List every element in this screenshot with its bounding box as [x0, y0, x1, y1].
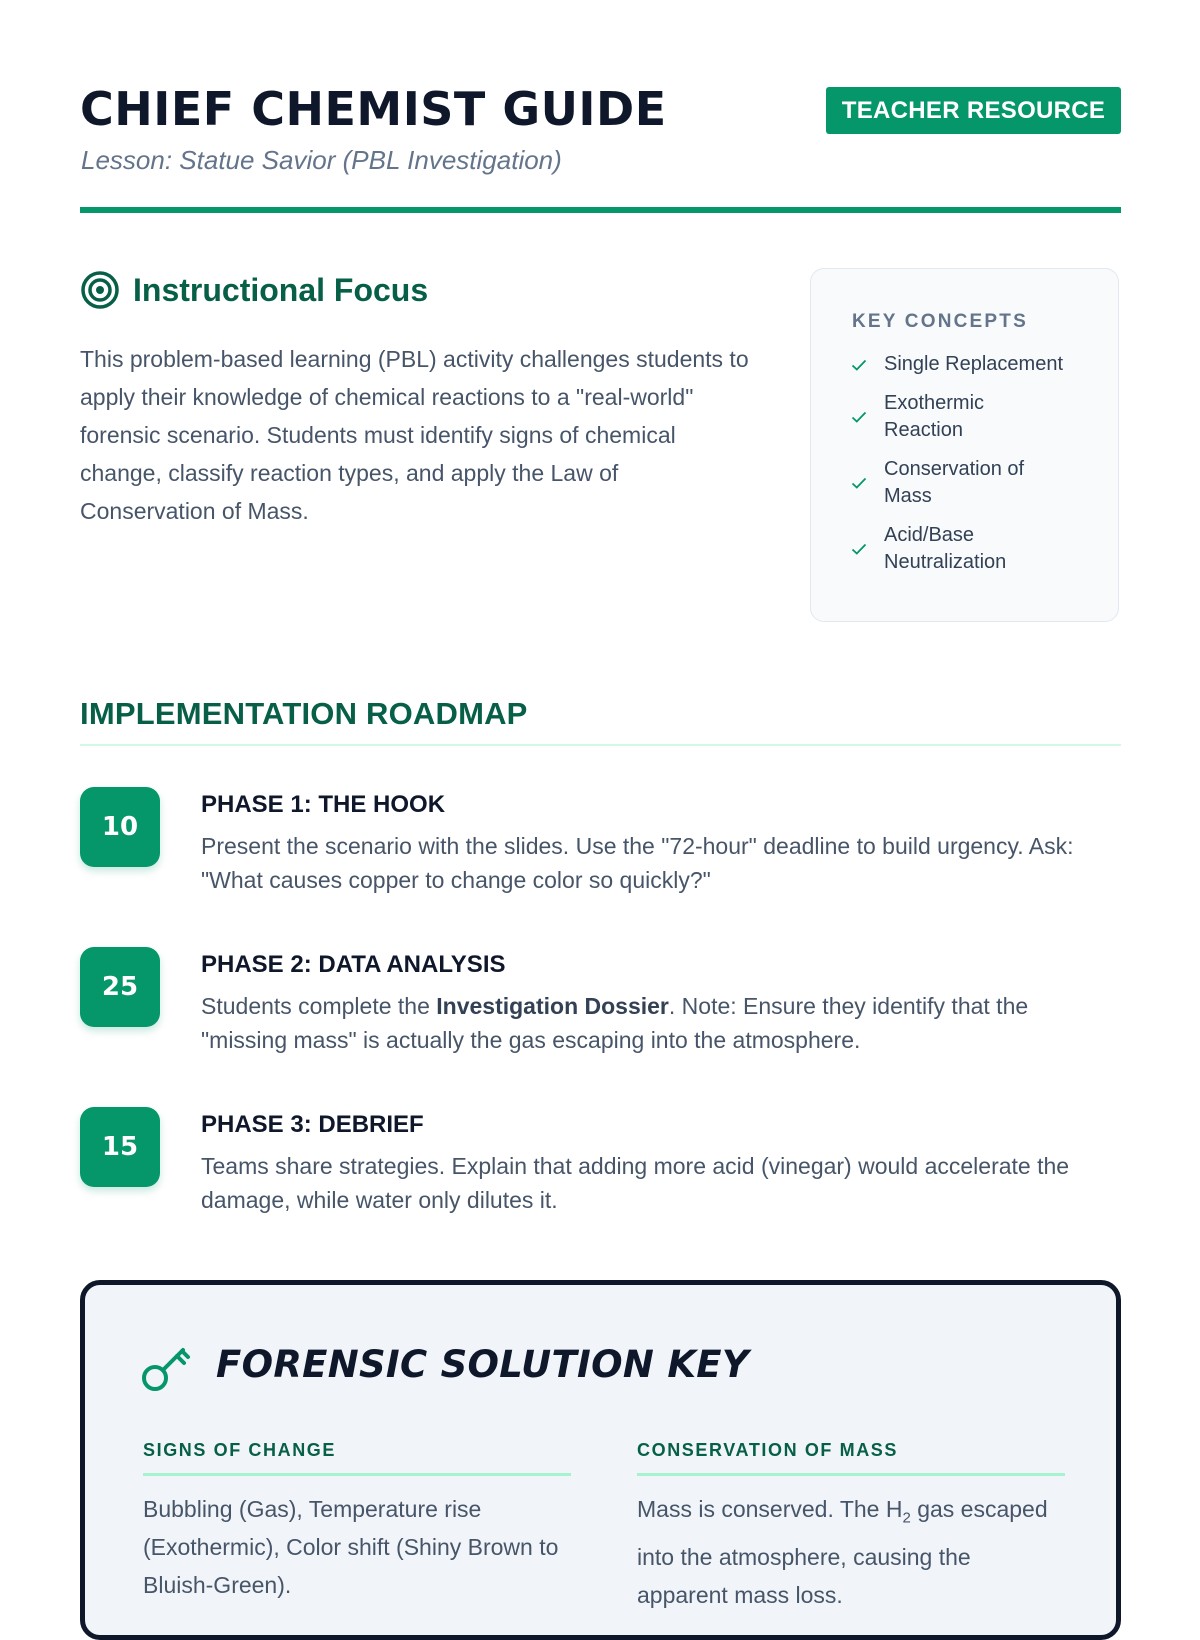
- roadmap-heading: IMPLEMENTATION ROADMAP: [80, 696, 528, 731]
- phase-description-text: Students complete the: [201, 993, 437, 1019]
- key-icon: [140, 1341, 192, 1393]
- check-icon: [851, 411, 867, 423]
- instructional-focus-heading: Instructional Focus: [133, 272, 429, 308]
- concept-item: [851, 351, 1091, 378]
- phase-duration-badge: 25: [80, 947, 160, 1027]
- signs-of-change-section: [143, 1440, 571, 1604]
- phase-item: [80, 947, 1121, 1077]
- phase-item: [80, 787, 1121, 917]
- phase-title: PHASE 3: DEBRIEF: [201, 1111, 424, 1138]
- phase-title: PHASE 1: THE HOOK: [201, 791, 446, 818]
- conservation-of-mass-section: [637, 1440, 1065, 1614]
- phase-duration-badge: 15: [80, 1107, 160, 1187]
- check-icon: [851, 477, 867, 489]
- instructional-focus-text: This problem-based learning (PBL) activity challenges students to apply their knowledge of chemical reactions to a "real-world" forensic scenario. Students must identify signs of chemical change, classify reaction types, and apply the Law of Conservation of Mass.: [80, 346, 749, 524]
- phase-title: PHASE 2: DATA ANALYSIS: [201, 951, 506, 978]
- solution-key-title: FORENSIC SOLUTION KEY: [216, 1343, 749, 1386]
- teacher-resource-badge: TEACHER RESOURCE: [826, 87, 1121, 134]
- signs-of-change-title: SIGNS OF CHANGE: [143, 1440, 571, 1476]
- phase-description: Teams share strategies. Explain that adding more acid (vinegar) would accelerate the damage, while water only dilutes it.: [201, 1153, 1070, 1213]
- check-icon: [851, 543, 867, 555]
- check-icon: [851, 359, 867, 371]
- phase-description: [201, 989, 1116, 1057]
- conservation-of-mass-title: CONSERVATION OF MASS: [637, 1440, 1065, 1476]
- roadmap-divider: [80, 744, 1121, 746]
- concept-label: Single Replacement: [884, 353, 1063, 375]
- signs-of-change-text: Bubbling (Gas), Temperature rise (Exothermic), Color shift (Shiny Brown to Bluish-Green).: [143, 1496, 559, 1598]
- mass-text-subscript: 2: [902, 1509, 911, 1527]
- key-concepts-list: [851, 351, 1091, 588]
- mass-text-part: gas escaped into the atmosphere, causing the apparent mass loss.: [637, 1496, 1048, 1608]
- concept-label: Acid/Base Neutralization: [884, 524, 1007, 573]
- phase-description: Present the scenario with the slides. Use the "72-hour" deadline to build urgency. Ask: "What causes copper to change color so quickly?": [201, 833, 1074, 893]
- conservation-of-mass-text: [637, 1490, 1065, 1614]
- key-concepts-card: [810, 268, 1119, 622]
- target-icon: [80, 270, 120, 310]
- concept-item: [851, 390, 1091, 444]
- header-divider: [80, 207, 1121, 213]
- key-concepts-title: KEY CONCEPTS: [852, 311, 1028, 332]
- solution-key-panel: [80, 1280, 1121, 1640]
- mass-text-part: Mass is conserved. The H: [637, 1496, 903, 1522]
- phase-item: [80, 1107, 1121, 1237]
- page-title: CHIEF CHEMIST GUIDE: [80, 82, 667, 136]
- phase-duration-badge: 10: [80, 787, 160, 867]
- concept-label: Exothermic Reaction: [884, 392, 985, 441]
- concept-item: [851, 522, 1091, 576]
- phase-description-text: . Note: Ensure they identify that the "missing mass" is actually the gas escaping into the atmosphere.: [201, 993, 1029, 1053]
- concept-label: Conservation of Mass: [884, 458, 1025, 507]
- investigation-dossier-emphasis: Investigation Dossier: [436, 993, 669, 1019]
- concept-item: [851, 456, 1091, 510]
- lesson-subtitle: Lesson: Statue Savior (PBL Investigation): [81, 145, 562, 175]
